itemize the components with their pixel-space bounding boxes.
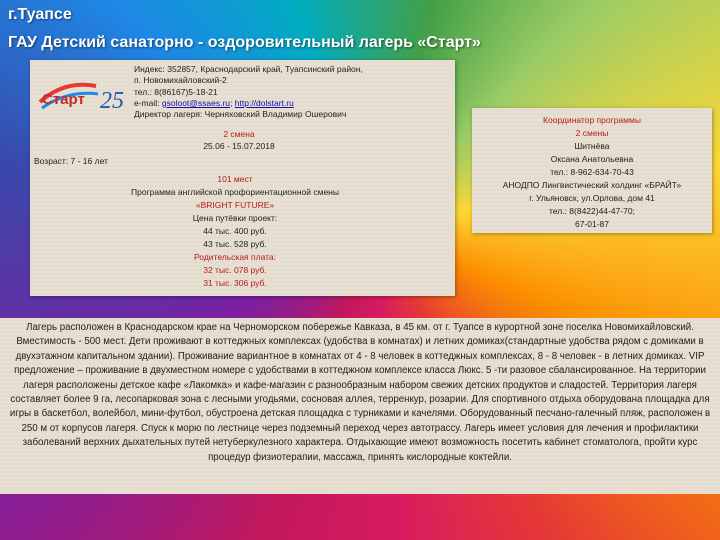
places-count: 101 мест: [217, 174, 253, 184]
program-block: [80, 173, 390, 290]
address-line-1: Индекс: 352857, Краснодарский край, Туапсинский район,: [134, 64, 363, 74]
website-link[interactable]: http://dolstart.ru: [234, 97, 294, 108]
coordinator-name: Оксана Анатольевна: [550, 154, 634, 164]
coordinator-panel: [472, 108, 712, 233]
email-prefix: e-mail:: [134, 97, 162, 108]
camp-logo: [34, 74, 130, 118]
parent-fee-label: Родительская плата:: [193, 252, 276, 262]
coordinator-phone: тел.: 8-962-634-70-43: [550, 167, 634, 177]
email-line: [134, 98, 452, 109]
camp-description: Лагерь расположен в Краснодарском крае на Черноморском побережье Кавказа, в 45 км. от г. Туапсе в курортной зоне поселка Новомихайловский. Вместимость - 500 мест. Дети проживают в коттеджных комплексах (удобства в комнатах) и летних домиках(стандартные удобства рядом с домиками в двухэтажном капитальном здании). Проживание вариантное в комнатах от 4 - 8 человек в коттеджных комплексах, 8 - 8 человек - в летних домиках. VIP предложение – проживание в двухместном номере с удобствами в коттеджном комплексе класса Люкс. 5 -ти разовое сбалансированное. На территории лагеря расположены детское кафе «Лакомка» и кафе-магазин с разнообразным набором свежих детских продуктов и сладостей. Территория лагеря составляет более 9 га, лесопарковая зона с лесными угодьями, сосновая аллея, терренкур, розарии. Для спортивного отдыха оборудована площадка для игры в баскетбол, волейбол, мини-футбол, обустроена детская площадка с турниками и качелями. Оборудованный песчано-галечный пляж, расположен в 250 м от корпусов лагеря. Спуск к морю по лестнице через подземный переход через автотрассу. Лагерь имеет условия для лечения и профилактики заболеваний верхних дыхательных путей нетуберкулезного характера. Отдыхающие имеют возможность посетить кабинет стоматолога, пройти курс процедур физиотерапии, массажа, принять кислородные коктейли.: [0, 318, 720, 494]
parent-fee-2: 31 тыс. 306 руб.: [203, 278, 267, 288]
logo-text: Старт: [42, 91, 85, 108]
coordinator-phone-3: 67-01-87: [574, 219, 610, 229]
program-name: «BRIGHT FUTURE»: [195, 200, 275, 210]
logo-mark: 25: [100, 88, 124, 114]
contact-block: [134, 64, 452, 120]
age-range: Возраст: 7 - 16 лет: [34, 156, 108, 166]
coordinator-address: г. Ульяновск, ул.Орлова, дом 41: [529, 193, 655, 203]
program-title: Программа английской профориентационной смены: [131, 187, 339, 197]
shift-dates: 25.06 - 15.07.2018: [203, 141, 275, 151]
address-line-2: п. Новомихайловский-2: [134, 75, 227, 86]
coordinator-phone-2: тел.: 8(8422)44-47-70;: [549, 206, 635, 216]
coordinator-company: АНОДПО Лингвистический холдинг «БРАЙТ»: [502, 180, 682, 190]
camp-info-panel: [30, 60, 455, 296]
parent-fee-1: 32 тыс. 078 руб.: [203, 265, 267, 275]
shift-block: [134, 128, 344, 152]
page-title: ГАУ Детский санаторно - оздоровительный лагерь «Старт»: [8, 34, 481, 51]
director: Директор лагеря: Черняховский Владимир Ошерович: [134, 109, 347, 120]
voucher-label: Цена путёвки проект:: [192, 213, 278, 223]
shift-name: 2 смена: [223, 129, 255, 139]
email-link[interactable]: gsoloot@ssaes.ru: [161, 97, 231, 108]
price-2: 43 тыс. 528 руб.: [203, 239, 267, 249]
coordinator-surname: Шитнёва: [574, 141, 610, 151]
coordinator-shifts: 2 смены: [575, 128, 609, 138]
phone: тел.: 8(86167)5-18-21: [134, 86, 218, 97]
email-separator: ;: [230, 97, 235, 108]
page-city-title: г.Туапсе: [8, 6, 72, 23]
coordinator-title: Координатор программы: [543, 115, 641, 125]
price-1: 44 тыс. 400 руб.: [203, 226, 267, 236]
